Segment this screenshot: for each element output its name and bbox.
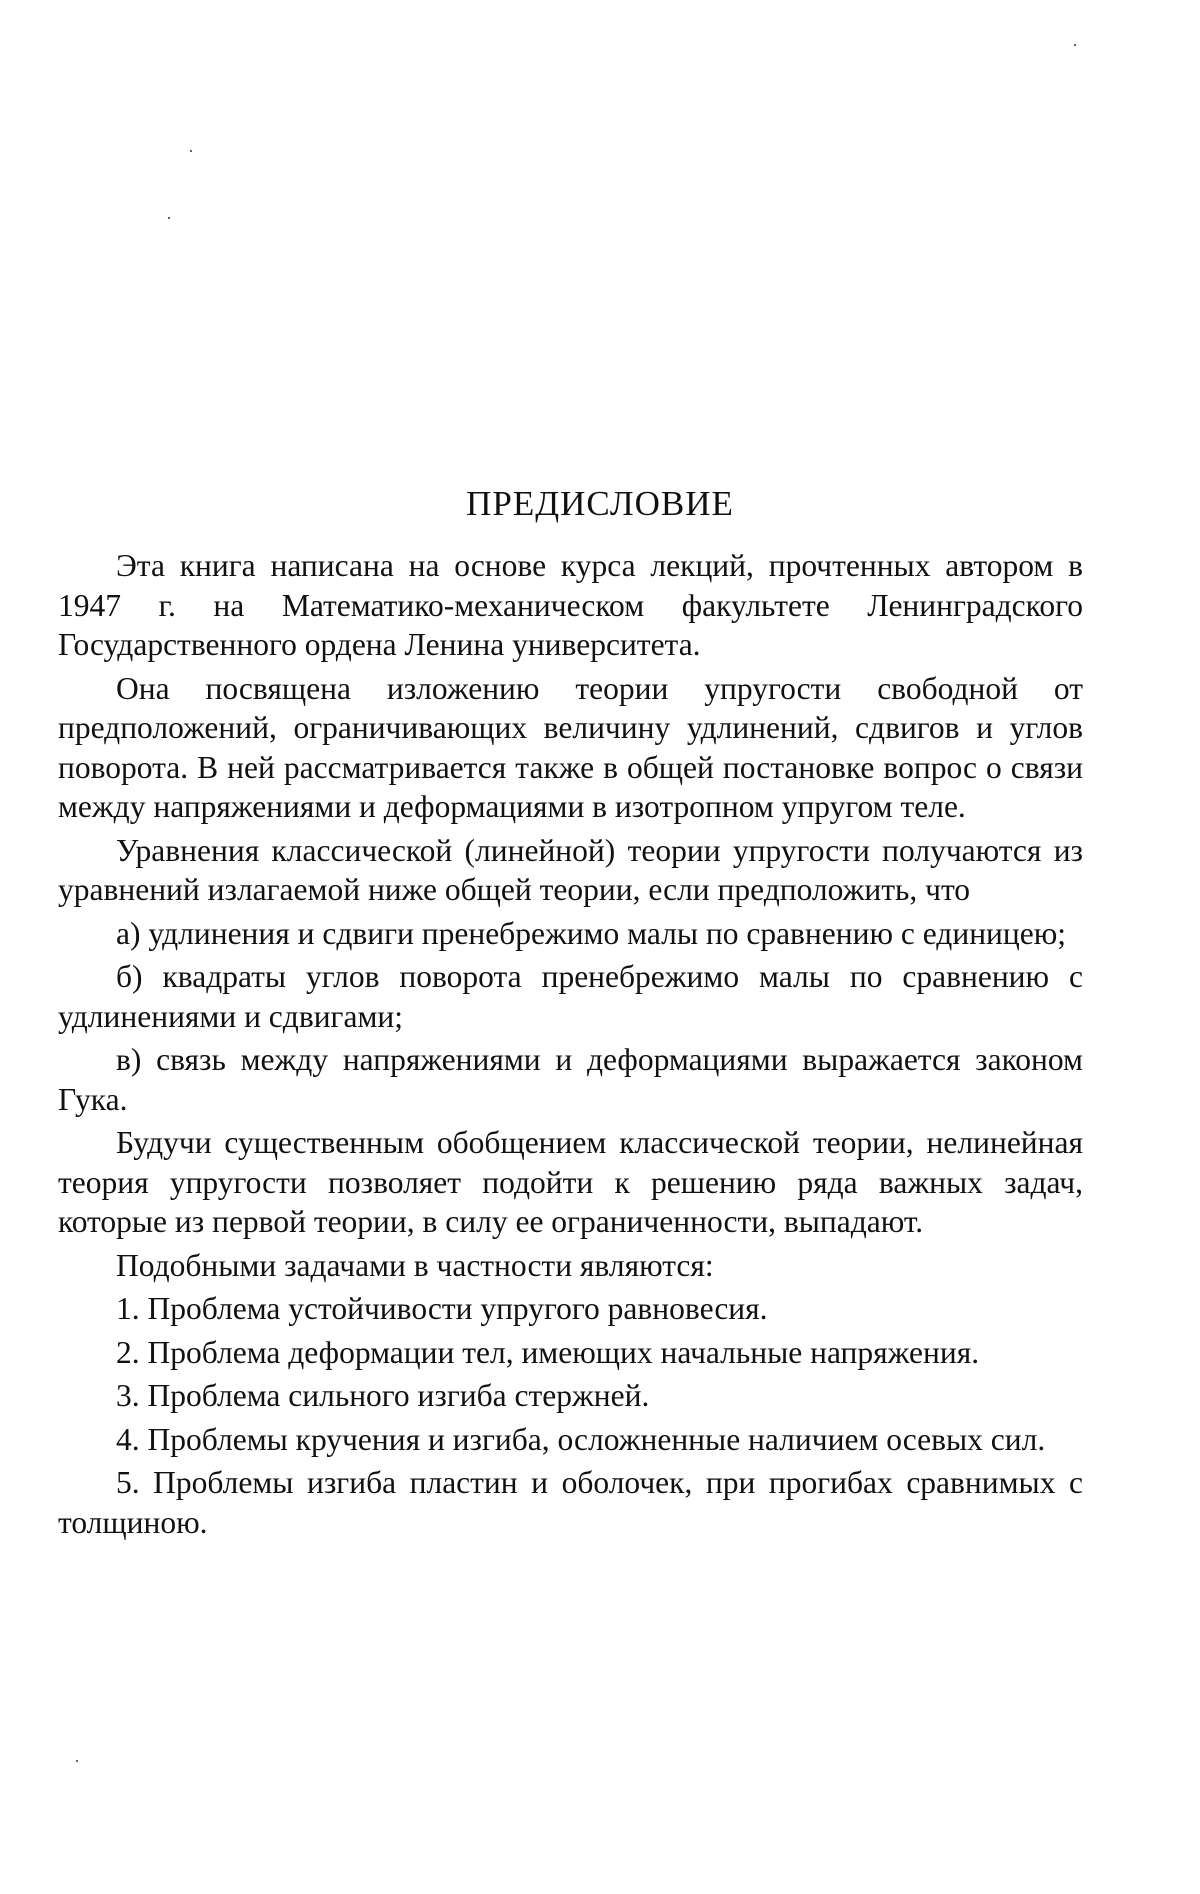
- problem-item-1: 1. Проблема устойчивости упругого равновесия.: [116, 1291, 768, 1326]
- problem-item-2: 2. Проблема деформации тел, имеющих начальные напряжения.: [116, 1334, 980, 1370]
- scan-speck: [76, 1760, 78, 1762]
- problem-item-4: 4. Проблемы кручения и изгиба, осложненные наличием осевых сил.: [116, 1421, 1046, 1457]
- list-item-b: б) квадраты углов поворота пренебрежимо малы по сравнению с удлинениями и сдвигами;: [58, 959, 1083, 1034]
- preface-body: [58, 546, 1083, 1546]
- list-item-a: а) удлинения и сдвиги пренебрежимо малы по сравнению с единицею;: [116, 915, 1067, 951]
- paragraph-problems-intro: Подобными задачами в частности являются:: [116, 1247, 714, 1283]
- paragraph-scope: Она посвящена изложению теории упругости свободной от предположений, ограничивающих величину удлинений, сдвигов и углов поворота. В ней рассматривается также в общей постановке вопрос о связи между напряжениями и деформациями в изотропном упругом теле.: [58, 670, 1083, 824]
- problem-item-3: 3. Проблема сильного изгиба стержней.: [116, 1378, 650, 1413]
- scan-speck: [168, 217, 170, 219]
- scan-speck: [190, 150, 192, 152]
- list-item-c: в) связь между напряжениями и деформациями выражается законом Гука.: [58, 1042, 1083, 1117]
- paragraph-generalization: Будучи существенным обобщением классической теории, нелинейная теория упругости позволяет подойти к решению ряда важных задач, которые из первой теории, в силу ее ограниченности, выпадают.: [58, 1125, 1083, 1239]
- paragraph-intro: Эта книга написана на основе курса лекций, прочтенных автором в 1947 г. на Математико-механическом факультете Ленинградского Государственного ордена Ленина университета.: [58, 548, 1083, 662]
- preface-heading: ПРЕДИСЛОВИЕ: [466, 484, 734, 524]
- scan-speck: [1074, 44, 1076, 46]
- paragraph-equations: Уравнения классической (линейной) теории упругости получаются из уравнений излагаемой ниже общей теории, если предположить, что: [58, 832, 1083, 907]
- problem-item-5: 5. Проблемы изгиба пластин и оболочек, при прогибах сравнимых с толщиною.: [58, 1465, 1083, 1540]
